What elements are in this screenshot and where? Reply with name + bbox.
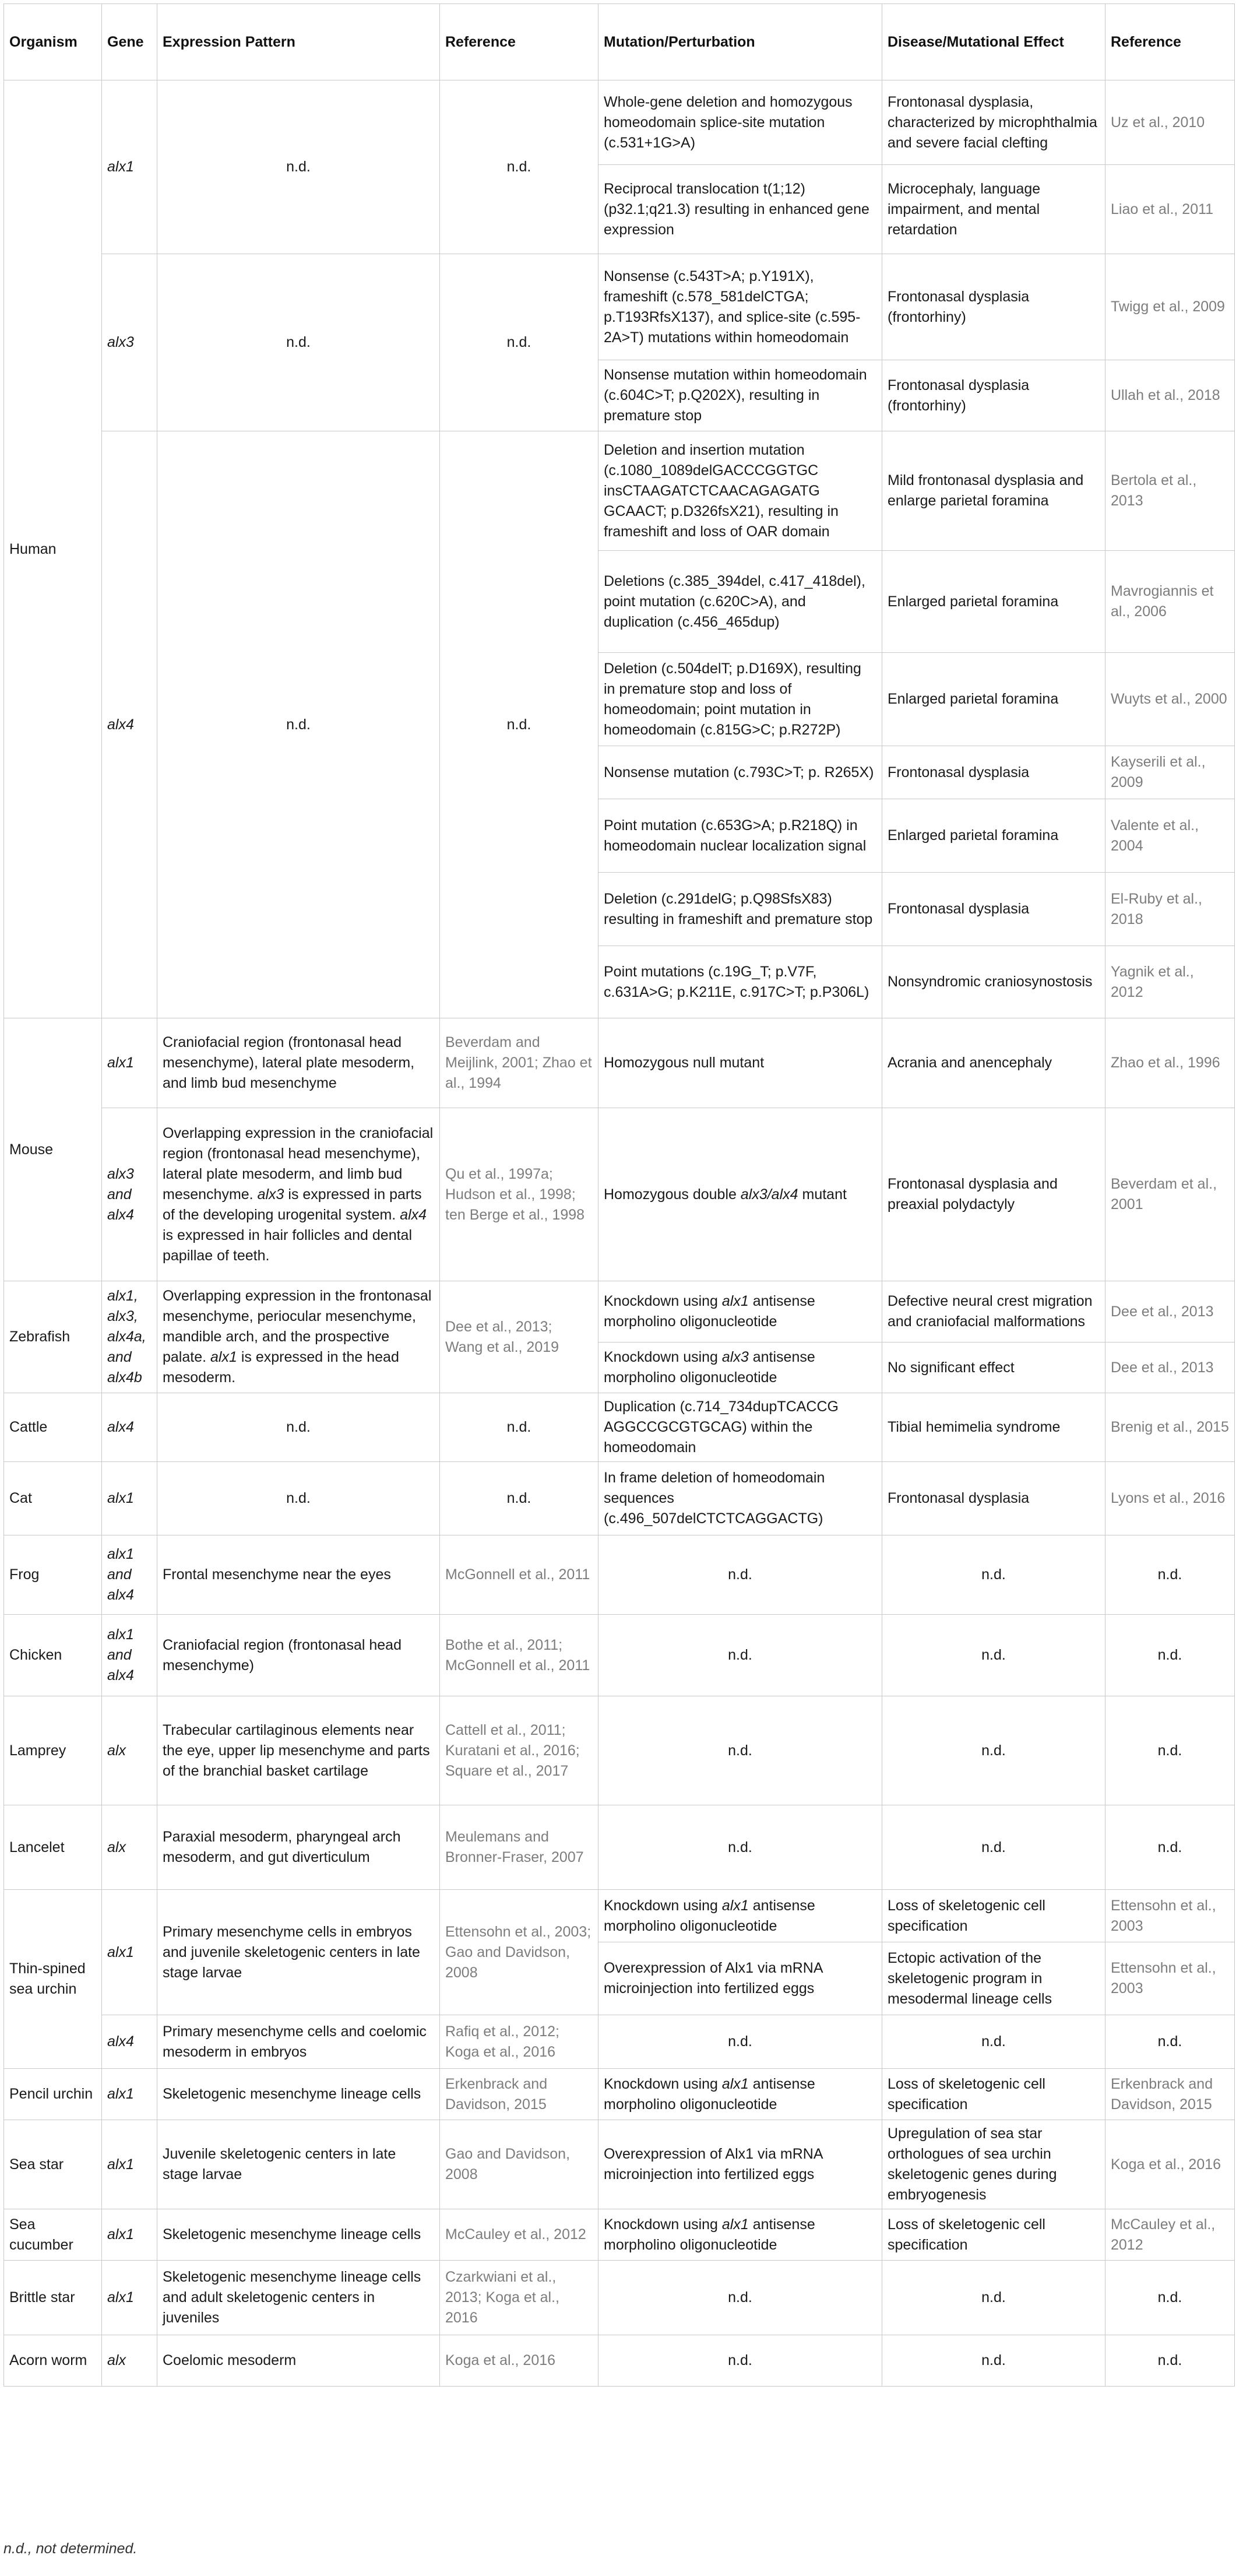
header-expression-pattern: Expression Pattern <box>157 4 440 80</box>
mutation-cell: n.d. <box>598 1535 882 1615</box>
organism-cell: Lamprey <box>4 1696 102 1805</box>
effect-cell: Loss of skeletogenic cell specification <box>882 2069 1105 2120</box>
organism-cell: Zebrafish <box>4 1281 102 1393</box>
expression-cell: Trabecular cartilaginous elements near the eye, upper lip mesenchyme and parts of the branchial basket cartilage <box>157 1696 440 1805</box>
reference-cell: n.d. <box>1105 2335 1235 2387</box>
organism-cell: Thin-spined sea urchin <box>4 1890 102 2069</box>
effect-cell: n.d. <box>882 2261 1105 2335</box>
mutation-text: Knockdown using <box>604 2075 722 2092</box>
gene-cell: alx3 <box>102 254 157 431</box>
gene-cell: alx1 <box>102 2261 157 2335</box>
expression-cell: Frontal mesenchyme near the eyes <box>157 1535 440 1615</box>
reference-cell: Kayserili et al., 2009 <box>1105 746 1235 799</box>
expression-cell: n.d. <box>157 254 440 431</box>
table-row <box>4 1890 1235 1942</box>
effect-cell: Frontonasal dysplasia (frontorhiny) <box>882 254 1105 360</box>
mutation-cell: n.d. <box>598 1696 882 1805</box>
reference-cell: Liao et al., 2011 <box>1105 165 1235 254</box>
expression-text: is expressed in the head mesoderm. <box>163 1349 399 1386</box>
expression-cell: n.d. <box>157 1393 440 1462</box>
reference-cell: Erkenbrack and Davidson, 2015 <box>1105 2069 1235 2120</box>
reference-cell: Brenig et al., 2015 <box>1105 1393 1235 1462</box>
table-row <box>4 1535 1235 1615</box>
table-row <box>4 1462 1235 1535</box>
mutation-cell: Point mutations (c.19G_T; p.V7F, c.631A>G; p.K211E, c.917C>T; p.P306L) <box>598 946 882 1018</box>
expression-text: Overlapping expression in the craniofacial region (frontonasal head mesenchyme), lateral plate mesoderm, and limb bud mesenchyme. <box>163 1124 434 1203</box>
reference-cell: n.d. <box>1105 1535 1235 1615</box>
mutation-cell: Whole-gene deletion and homozygous homeodomain splice-site mutation (c.531+1G>A) <box>598 80 882 165</box>
reference-cell: Twigg et al., 2009 <box>1105 254 1235 360</box>
gene-cell: alx4 <box>102 431 157 1018</box>
reference-cell: Czarkwiani et al., 2013; Koga et al., 2016 <box>440 2261 598 2335</box>
effect-cell: n.d. <box>882 2015 1105 2069</box>
expression-cell: Skeletogenic mesenchyme lineage cells <box>157 2209 440 2261</box>
mutation-cell: n.d. <box>598 1805 882 1890</box>
mutation-cell: Deletion (c.504delT; p.D169X), resulting in premature stop and loss of homeodomain; point mutation in homeodomain (c.815G>C; p.R272P) <box>598 653 882 746</box>
reference-cell: McGonnell et al., 2011 <box>440 1535 598 1615</box>
alx-gene-table <box>3 3 1235 2387</box>
reference-cell: Meulemans and Bronner-Fraser, 2007 <box>440 1805 598 1890</box>
mutation-text: Knockdown using <box>604 1897 722 1914</box>
gene-name: alx1 <box>721 2075 749 2092</box>
mutation-cell <box>598 2209 882 2261</box>
expression-cell: Skeletogenic mesenchyme lineage cells and adult skeletogenic centers in juveniles <box>157 2261 440 2335</box>
effect-cell: No significant effect <box>882 1343 1105 1393</box>
reference-cell: Valente et al., 2004 <box>1105 799 1235 873</box>
effect-cell: Loss of skeletogenic cell specification <box>882 1890 1105 1942</box>
gene-cell: alx1 <box>102 1890 157 2015</box>
expression-cell <box>157 1108 440 1281</box>
mutation-text: mutant <box>798 1186 847 1203</box>
mutation-cell <box>598 1108 882 1281</box>
mutation-cell: Point mutation (c.653G>A; p.R218Q) in homeodomain nuclear localization signal <box>598 799 882 873</box>
table-row <box>4 80 1235 165</box>
gene-cell: alx1 <box>102 2209 157 2261</box>
expression-cell: n.d. <box>157 80 440 254</box>
table-row <box>4 1615 1235 1696</box>
mutation-cell: Deletion and insertion mutation (c.1080_1089delGACCCGGTGC insCTAAGATCTCAACAGAGATG GCAACT; p.D326fsX21), resulting in frameshift and loss of OAR domain <box>598 431 882 551</box>
mutation-cell <box>598 2069 882 2120</box>
effect-cell: Loss of skeletogenic cell specification <box>882 2209 1105 2261</box>
effect-cell: Ectopic activation of the skeletogenic program in mesodermal lineage cells <box>882 1942 1105 2015</box>
reference-cell: Dee et al., 2013 <box>1105 1281 1235 1343</box>
reference-cell: Beverdam et al., 2001 <box>1105 1108 1235 1281</box>
mutation-cell <box>598 1343 882 1393</box>
reference-cell: Mavrogiannis et al., 2006 <box>1105 551 1235 653</box>
reference-cell: n.d. <box>440 80 598 254</box>
reference-cell: Rafiq et al., 2012; Koga et al., 2016 <box>440 2015 598 2069</box>
effect-cell: Frontonasal dysplasia <box>882 873 1105 946</box>
effect-cell: Mild frontonasal dysplasia and enlarge parietal foramina <box>882 431 1105 551</box>
reference-cell: n.d. <box>440 1462 598 1535</box>
expression-cell: Coelomic mesoderm <box>157 2335 440 2387</box>
organism-cell: Cat <box>4 1462 102 1535</box>
organism-cell: Frog <box>4 1535 102 1615</box>
mutation-cell: Reciprocal translocation t(1;12)(p32.1;q21.3) resulting in enhanced gene expression <box>598 165 882 254</box>
gene-name: alx1 <box>721 1293 749 1309</box>
table-row <box>4 1393 1235 1462</box>
expression-text: is expressed in parts of the developing urogenital system. <box>163 1186 422 1223</box>
mutation-text: antisense morpholino oligonucleotide <box>604 1293 815 1330</box>
gene-name: alx1 <box>721 2216 749 2233</box>
gene-cell: alx1 <box>102 1018 157 1108</box>
gene-cell: alx <box>102 1805 157 1890</box>
organism-cell: Sea cucumber <box>4 2209 102 2261</box>
mutation-text: Knockdown using <box>604 1349 722 1365</box>
reference-cell: Cattell et al., 2011; Kuratani et al., 2016; Square et al., 2017 <box>440 1696 598 1805</box>
mutation-cell: In frame deletion of homeodomain sequences (c.496_507delCTCTCAGGACTG) <box>598 1462 882 1535</box>
effect-cell: n.d. <box>882 1696 1105 1805</box>
expression-cell: Skeletogenic mesenchyme lineage cells <box>157 2069 440 2120</box>
mutation-text: Homozygous double <box>604 1186 741 1203</box>
gene-name: alx3 <box>721 1349 749 1365</box>
table-footnote: n.d., not determined. <box>3 2540 138 2557</box>
table-row <box>4 254 1235 360</box>
table-row <box>4 2015 1235 2069</box>
header-row <box>4 4 1235 80</box>
organism-cell: Pencil urchin <box>4 2069 102 2120</box>
mutation-cell <box>598 1890 882 1942</box>
mutation-cell: n.d. <box>598 1615 882 1696</box>
mutation-cell: Nonsense (c.543T>A; p.Y191X), frameshift (c.578_581delCTGA; p.T193RfsX137), and splice-site (c.595-2A>T) mutations within homeodomain <box>598 254 882 360</box>
effect-cell: Upregulation of sea star orthologues of sea urchin skeletogenic genes during embryogenesis <box>882 2120 1105 2209</box>
reference-cell: Lyons et al., 2016 <box>1105 1462 1235 1535</box>
mutation-cell: n.d. <box>598 2335 882 2387</box>
table-container <box>3 3 1234 2387</box>
organism-cell: Chicken <box>4 1615 102 1696</box>
reference-cell: Uz et al., 2010 <box>1105 80 1235 165</box>
mutation-cell: Nonsense mutation within homeodomain (c.604C>T; p.Q202X), resulting in premature stop <box>598 360 882 431</box>
reference-cell: El-Ruby et al., 2018 <box>1105 873 1235 946</box>
effect-cell: Defective neural crest migration and craniofacial malformations <box>882 1281 1105 1343</box>
gene-cell: alx <box>102 1696 157 1805</box>
mutation-cell: Homozygous null mutant <box>598 1018 882 1108</box>
mutation-cell <box>598 1281 882 1343</box>
reference-cell: Beverdam and Meijlink, 2001; Zhao et al., 1994 <box>440 1018 598 1108</box>
table-row <box>4 1805 1235 1890</box>
mutation-text: Knockdown using <box>604 2216 722 2233</box>
header-disease-effect: Disease/Mutational Effect <box>882 4 1105 80</box>
reference-cell: n.d. <box>1105 2261 1235 2335</box>
reference-cell: Gao and Davidson, 2008 <box>440 2120 598 2209</box>
expression-cell <box>157 1281 440 1393</box>
gene-name: alx4 <box>400 1206 427 1223</box>
gene-cell: alx1 <box>102 2069 157 2120</box>
mutation-cell: Deletion (c.291delG; p.Q98SfsX83) resulting in frameshift and premature stop <box>598 873 882 946</box>
header-organism: Organism <box>4 4 102 80</box>
header-reference: Reference <box>1105 4 1235 80</box>
effect-cell: n.d. <box>882 2335 1105 2387</box>
reference-cell: n.d. <box>440 431 598 1018</box>
header-reference: Reference <box>440 4 598 80</box>
effect-cell: Frontonasal dysplasia <box>882 1462 1105 1535</box>
reference-cell: Erkenbrack and Davidson, 2015 <box>440 2069 598 2120</box>
mutation-text: antisense morpholino oligonucleotide <box>604 1897 815 1934</box>
table-row <box>4 2335 1235 2387</box>
expression-cell: n.d. <box>157 1462 440 1535</box>
reference-cell: Bothe et al., 2011; McGonnell et al., 2011 <box>440 1615 598 1696</box>
gene-cell: alx4 <box>102 1393 157 1462</box>
expression-cell: Craniofacial region (frontonasal head mesenchyme) <box>157 1615 440 1696</box>
organism-cell: Cattle <box>4 1393 102 1462</box>
mutation-text: antisense morpholino oligonucleotide <box>604 1349 815 1386</box>
effect-cell: Microcephaly, language impairment, and mental retardation <box>882 165 1105 254</box>
gene-cell: alx4 <box>102 2015 157 2069</box>
reference-cell: Dee et al., 2013 <box>1105 1343 1235 1393</box>
header-mutation-perturbation: Mutation/Perturbation <box>598 4 882 80</box>
mutation-cell: Duplication (c.714_734dupTCACCG AGGCCGCGTGCAG) within the homeodomain <box>598 1393 882 1462</box>
gene-cell: alx1, alx3, alx4a, and alx4b <box>102 1281 157 1393</box>
gene-name: alx3 <box>257 1186 284 1203</box>
reference-cell: n.d. <box>440 1393 598 1462</box>
reference-cell: Ullah et al., 2018 <box>1105 360 1235 431</box>
organism-cell: Brittle star <box>4 2261 102 2335</box>
mutation-cell: Overexpression of Alx1 via mRNA microinjection into fertilized eggs <box>598 2120 882 2209</box>
gene-cell: alx1 and alx4 <box>102 1615 157 1696</box>
reference-cell: n.d. <box>1105 1805 1235 1890</box>
effect-cell: n.d. <box>882 1615 1105 1696</box>
organism-cell: Human <box>4 80 102 1018</box>
gene-cell: alx3 and alx4 <box>102 1108 157 1281</box>
reference-cell: Yagnik et al., 2012 <box>1105 946 1235 1018</box>
effect-cell: Frontonasal dysplasia and preaxial polydactyly <box>882 1108 1105 1281</box>
expression-cell: n.d. <box>157 431 440 1018</box>
organism-cell: Acorn worm <box>4 2335 102 2387</box>
effect-cell: Enlarged parietal foramina <box>882 653 1105 746</box>
expression-cell: Paraxial mesoderm, pharyngeal arch mesoderm, and gut diverticulum <box>157 1805 440 1890</box>
reference-cell: Koga et al., 2016 <box>440 2335 598 2387</box>
reference-cell: Wuyts et al., 2000 <box>1105 653 1235 746</box>
gene-name: alx1 <box>210 1349 237 1365</box>
table-row <box>4 431 1235 551</box>
gene-cell: alx <box>102 2335 157 2387</box>
table-row <box>4 2209 1235 2261</box>
reference-cell: Zhao et al., 1996 <box>1105 1018 1235 1108</box>
organism-cell: Lancelet <box>4 1805 102 1890</box>
expression-cell: Juvenile skeletogenic centers in late stage larvae <box>157 2120 440 2209</box>
mutation-cell: Deletions (c.385_394del, c.417_418del), point mutation (c.620C>A), and duplication (c.456_465dup) <box>598 551 882 653</box>
mutation-text: antisense morpholino oligonucleotide <box>604 2075 815 2113</box>
reference-cell: n.d. <box>1105 1615 1235 1696</box>
organism-cell: Sea star <box>4 2120 102 2209</box>
mutation-cell: n.d. <box>598 2015 882 2069</box>
expression-text: is expressed in hair follicles and dental papillae of teeth. <box>163 1227 413 1264</box>
mutation-cell: n.d. <box>598 2261 882 2335</box>
table-row <box>4 2120 1235 2209</box>
reference-cell: n.d. <box>1105 1696 1235 1805</box>
mutation-cell: Nonsense mutation (c.793C>T; p. R265X) <box>598 746 882 799</box>
gene-cell: alx1 <box>102 1462 157 1535</box>
table-row <box>4 1108 1235 1281</box>
expression-cell: Craniofacial region (frontonasal head mesenchyme), lateral plate mesoderm, and limb bud mesenchyme <box>157 1018 440 1108</box>
organism-cell: Mouse <box>4 1018 102 1281</box>
header-gene: Gene <box>102 4 157 80</box>
effect-cell: Frontonasal dysplasia (frontorhiny) <box>882 360 1105 431</box>
gene-name: alx3/alx4 <box>740 1186 798 1203</box>
reference-cell: Dee et al., 2013; Wang et al., 2019 <box>440 1281 598 1393</box>
reference-cell: Ettensohn et al., 2003 <box>1105 1942 1235 2015</box>
table-row <box>4 1281 1235 1343</box>
gene-cell: alx1 and alx4 <box>102 1535 157 1615</box>
reference-cell: Ettensohn et al., 2003; Gao and Davidson, 2008 <box>440 1890 598 2015</box>
reference-cell: Bertola et al., 2013 <box>1105 431 1235 551</box>
effect-cell: Tibial hemimelia syndrome <box>882 1393 1105 1462</box>
mutation-cell: Overexpression of Alx1 via mRNA microinjection into fertilized eggs <box>598 1942 882 2015</box>
reference-cell: McCauley et al., 2012 <box>440 2209 598 2261</box>
expression-text: Overlapping expression in the frontonasal mesenchyme, periocular mesenchyme, mandible arch, and the prospective palate. <box>163 1288 432 1365</box>
effect-cell: Enlarged parietal foramina <box>882 799 1105 873</box>
reference-cell: McCauley et al., 2012 <box>1105 2209 1235 2261</box>
mutation-text: Knockdown using <box>604 1293 722 1309</box>
table-row <box>4 2069 1235 2120</box>
table-row <box>4 1696 1235 1805</box>
gene-name: alx1 <box>721 1897 749 1914</box>
table-row <box>4 2261 1235 2335</box>
reference-cell: n.d. <box>440 254 598 431</box>
reference-cell: Ettensohn et al., 2003 <box>1105 1890 1235 1942</box>
effect-cell: Nonsyndromic craniosynostosis <box>882 946 1105 1018</box>
mutation-text: antisense morpholino oligonucleotide <box>604 2216 815 2253</box>
effect-cell: Frontonasal dysplasia <box>882 746 1105 799</box>
reference-cell: n.d. <box>1105 2015 1235 2069</box>
reference-cell: Koga et al., 2016 <box>1105 2120 1235 2209</box>
table-row <box>4 1018 1235 1108</box>
effect-cell: n.d. <box>882 1535 1105 1615</box>
effect-cell: Enlarged parietal foramina <box>882 551 1105 653</box>
expression-cell: Primary mesenchyme cells in embryos and juvenile skeletogenic centers in late stage larvae <box>157 1890 440 2015</box>
expression-cell: Primary mesenchyme cells and coelomic mesoderm in embryos <box>157 2015 440 2069</box>
effect-cell: Acrania and anencephaly <box>882 1018 1105 1108</box>
effect-cell: Frontonasal dysplasia, characterized by microphthalmia and severe facial clefting <box>882 80 1105 165</box>
gene-cell: alx1 <box>102 2120 157 2209</box>
effect-cell: n.d. <box>882 1805 1105 1890</box>
reference-cell: Qu et al., 1997a; Hudson et al., 1998; ten Berge et al., 1998 <box>440 1108 598 1281</box>
gene-cell: alx1 <box>102 80 157 254</box>
